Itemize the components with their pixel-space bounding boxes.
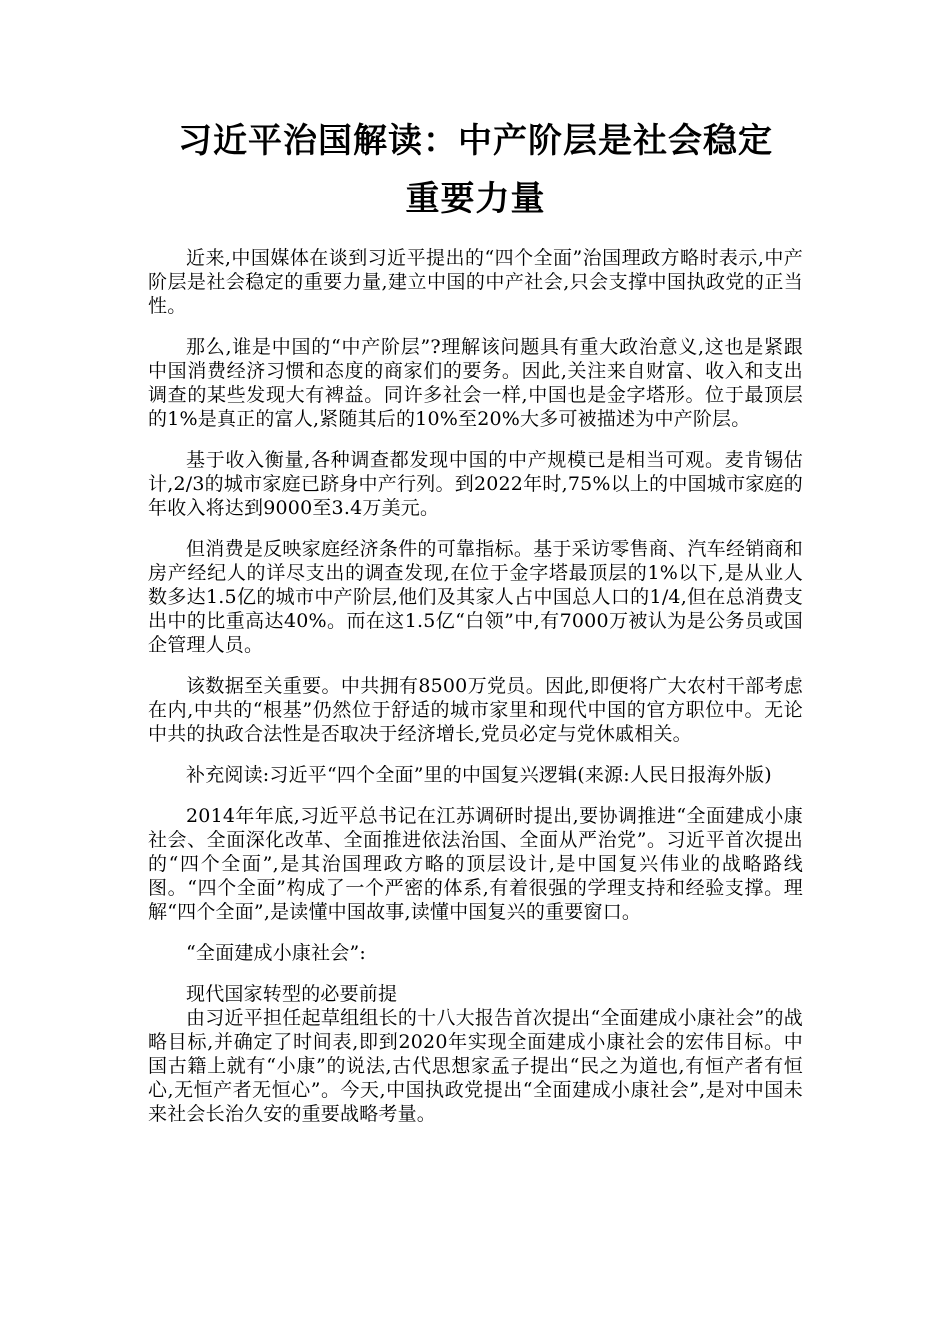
paragraph-income-measure: 基于收入衡量,各种调查都发现中国的中产规模已是相当可观。麦肯锡估计,2/3的城市家庭已跻身中产行列。到2022年时,75%以上的中国城市家庭的年收入将达到9000至3.4万美元。 — [148, 449, 803, 519]
section-heading-xiaokang: “全面建成小康社会”: — [186, 942, 367, 964]
title-line-2: 重要力量 — [405, 179, 546, 219]
title-line-1: 习近平治国解读：中产阶层是社会稳定 — [178, 121, 773, 161]
section-subheading-modern-transition: 现代国家转型的必要前提 — [186, 983, 398, 1005]
paragraph-intro: 近来,中国媒体在谈到习近平提出的“四个全面”治国理政方略时表示,中产阶层是社会稳定的重要力量,建立中国的中产社会,只会支撑中国执政党的正当性。 — [148, 247, 803, 317]
paragraph-party-members: 该数据至关重要。中共拥有8500万党员。因此,即便将广大农村干部考虑在内,中共的“根基”仍然位于舒适的城市家里和现代中国的官方职位中。无论中共的执政合法性是否取决于经济增长,党员必定与党休戚相关。 — [148, 675, 803, 745]
paragraph-who-is-middle-class: 那么,谁是中国的“中产阶层”?理解该问题具有重大政治意义,这也是紧跟中国消费经济习惯和态度的商家们的要务。因此,关注来自财富、收入和支出调查的某些发现大有裨益。同许多社会一样,中国也是金字塔形。位于最顶层的1%是真正的富人,紧随其后的10%至20%大多可被描述为中产阶层。 — [148, 336, 803, 430]
paragraph-xiaokang-goal: 由习近平担任起草组组长的十八大报告首次提出“全面建成小康社会”的战略目标,并确定了时间表,即到2020年实现全面建成小康社会的宏伟目标。中国古籍上就有“小康”的说法,古代思想家孟子提出“民之为道也,有恒产者有恒心,无恒产者无恒心”。今天,中国执政党提出“全面建成小康社会”,是对中国未来社会长治久安的重要战略考量。 — [148, 1007, 803, 1125]
document-page — [148, 112, 803, 1143]
paragraph-supplementary-reading: 补充阅读:习近平“四个全面”里的中国复兴逻辑(来源:人民日报海外版) — [186, 764, 772, 786]
document-title — [148, 112, 803, 228]
paragraph-four-comprehensives: 2014年年底,习近平总书记在江苏调研时提出,要协调推进“全面建成小康社会、全面深化改革、全面推进依法治国、全面从严治党”。习近平首次提出的“四个全面”,是其治国理政方略的顶层设计,是中国复兴伟业的战略路线图。“四个全面”构成了一个严密的体系,有着很强的学理支持和经验支撑。理解“四个全面”,是读懂中国故事,读懂中国复兴的重要窗口。 — [148, 805, 803, 923]
paragraph-consumption: 但消费是反映家庭经济条件的可靠指标。基于采访零售商、汽车经销商和房产经纪人的详尽支出的调查发现,在位于金字塔最顶层的1%以下,是从业人数多达1.5亿的城市中产阶层,他们及其家人占中国总人口的1/4,但在总消费支出中的比重高达40%。而在这1.5亿“白领”中,有7000万被认为是公务员或国企管理人员。 — [148, 538, 803, 656]
